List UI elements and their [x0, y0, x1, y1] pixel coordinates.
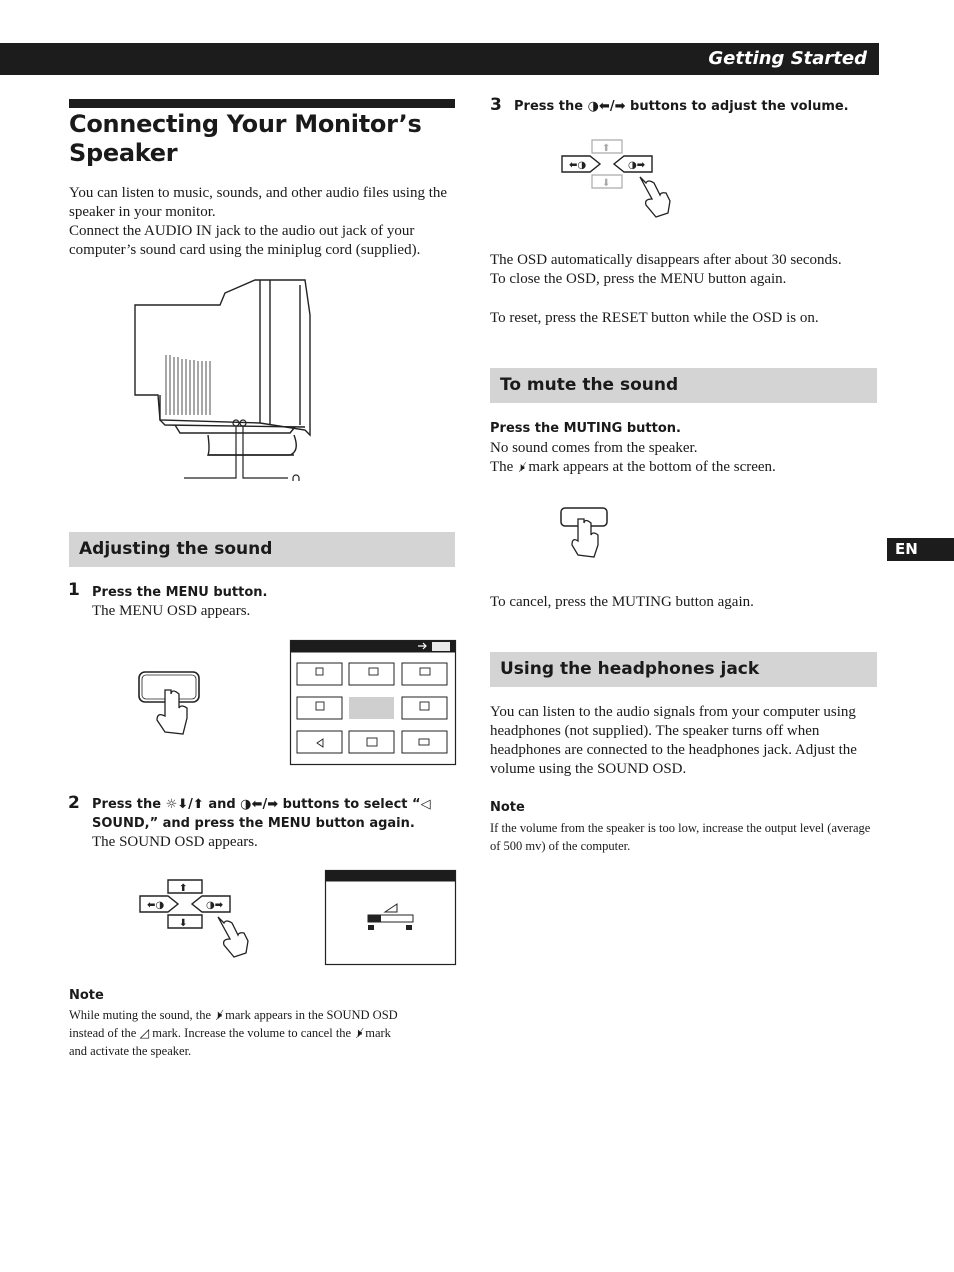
intro-paragraph-1: You can listen to music, sounds, and other audio files using the speaker in your monitor.	[69, 185, 448, 220]
sound-osd	[325, 870, 456, 966]
step-1	[92, 583, 452, 621]
svg-text:◑➡: ◑➡	[206, 900, 224, 911]
section-adjusting	[69, 532, 455, 567]
step-1-result: The MENU OSD appears.	[92, 603, 251, 619]
note-text: While muting the sound, the 🕨̸ mark appears in the SOUND OSD instead of the ◿ mark. Increase the volume to cancel the 🕨̸ mark and activate the speaker.	[69, 1008, 398, 1058]
speaker-icon: ◁	[420, 797, 431, 812]
osd-reset: To reset, press the RESET button while the OSD is on.	[490, 310, 819, 326]
step-2-result: The SOUND OSD appears.	[92, 834, 258, 850]
section-headphones	[490, 652, 877, 687]
page-title: Connecting Your Monitor’s Speaker	[69, 110, 422, 167]
step-1-instruction: Press the MENU button.	[92, 585, 268, 600]
section-heading: Using the headphones jack	[500, 659, 760, 679]
mute-result: No sound comes from the speaker. The 🕨̸ mark appears at the bottom of the screen.	[490, 440, 776, 475]
svg-text:⬆: ⬆	[602, 143, 611, 154]
section-mute	[490, 368, 877, 403]
svg-text:◑➡: ◑➡	[628, 160, 646, 171]
arrow-right-icon: ➡	[614, 99, 626, 114]
language-tab: EN	[887, 538, 954, 561]
note-heading: Note	[69, 988, 104, 1003]
intro-paragraph-2: Connect the AUDIO IN jack to the audio out jack of your computer’s sound card using the miniplug cord (supplied).	[69, 223, 421, 258]
mute-icon: 🕨̸	[354, 1026, 363, 1040]
step-number: 3	[490, 95, 502, 115]
title-rule	[69, 99, 455, 108]
arrow-left-icon: ⬅	[598, 99, 610, 114]
header-bar	[0, 43, 879, 75]
svg-text:⬇: ⬇	[179, 918, 188, 929]
note-text: If the volume from the speaker is too low, increase the output level (average of 500 mv) of the computer.	[490, 821, 871, 853]
menu-button-illustration	[135, 668, 205, 740]
osd-auto-close: The OSD automatically disappears after about 30 seconds.	[490, 252, 842, 268]
headphones-text: You can listen to the audio signals from your computer using headphones (not supplied). The speaker turns off when headphones are connected to the headphones jack. Adjust the volume using the SOUND OSD.	[490, 704, 857, 777]
control-pad-illustration	[560, 137, 675, 219]
mute-icon: 🕨̸	[517, 460, 525, 474]
svg-text:⬅◑: ⬅◑	[147, 900, 165, 911]
step-number: 1	[68, 580, 80, 600]
control-pad-illustration	[138, 877, 253, 959]
svg-text:⬆: ⬆	[179, 883, 188, 894]
step-3-instruction: Press the ◑⬅/➡ buttons to adjust the volume.	[514, 99, 849, 114]
osd-close: To close the OSD, press the MENU button again.	[490, 271, 787, 287]
section-heading: Adjusting the sound	[79, 539, 273, 559]
mute-instruction: Press the MUTING button.	[490, 421, 681, 436]
osd-info	[490, 251, 880, 289]
mute-icon: 🕨̸	[214, 1008, 223, 1022]
monitor-side-illustration	[100, 275, 330, 490]
step-number: 2	[68, 793, 80, 813]
note-heading: Note	[490, 800, 525, 815]
step-2	[92, 795, 452, 852]
mute-cancel: To cancel, press the MUTING button again.	[490, 594, 754, 610]
volume-icon: ◿	[139, 1026, 150, 1040]
section-heading: To mute the sound	[500, 375, 679, 395]
menu-osd	[290, 640, 456, 766]
section-title: Getting Started	[708, 48, 867, 69]
step-2-instruction: Press the ☼⬇/⬆ and ◑⬅/➡ buttons to select “◁ SOUND,” and press the MENU button again.	[92, 797, 431, 831]
arrow-down-icon: ⬇	[177, 797, 189, 812]
intro-text	[69, 184, 459, 260]
arrow-up-icon: ⬆	[192, 797, 204, 812]
svg-text:⬅◑: ⬅◑	[569, 160, 587, 171]
svg-text:⬇: ⬇	[602, 178, 611, 189]
arrow-left-icon: ⬅	[251, 797, 263, 812]
muting-button-illustration	[558, 505, 614, 561]
arrow-right-icon: ➡	[267, 797, 279, 812]
